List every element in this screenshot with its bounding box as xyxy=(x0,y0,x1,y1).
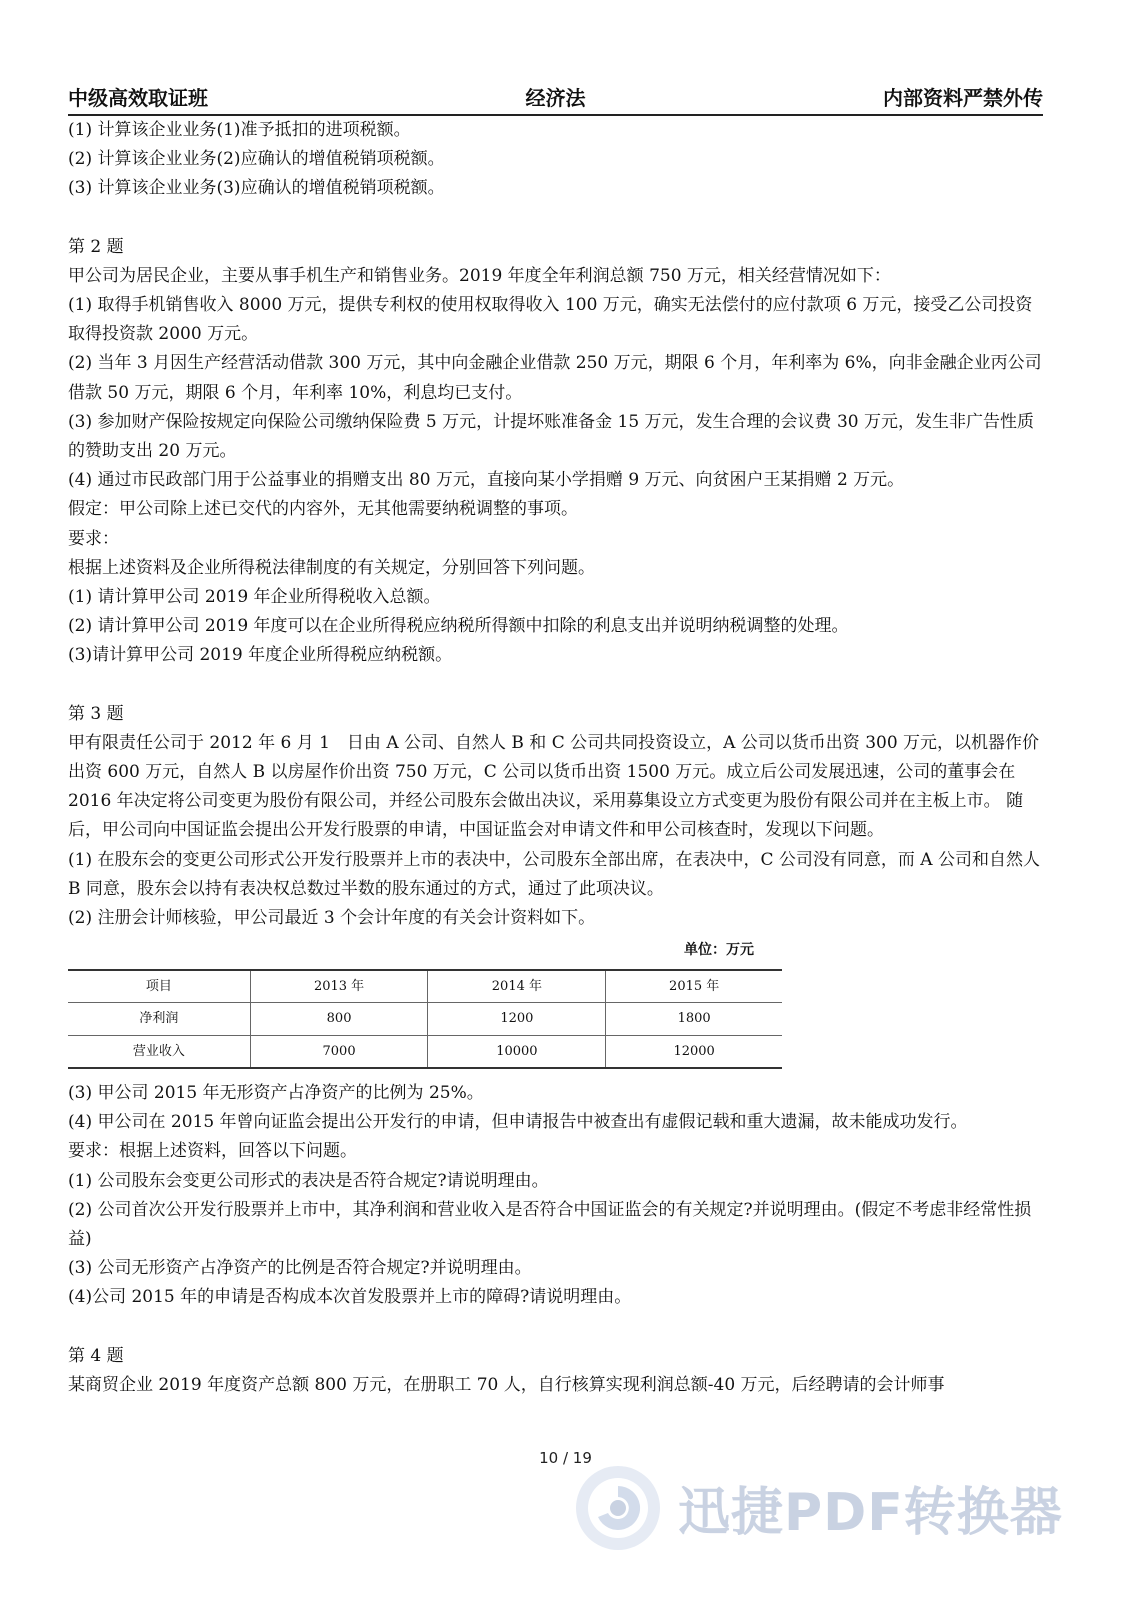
q1-requirement-2: (2) 计算该企业业务(2)应确认的增值税销项税额。 xyxy=(68,149,445,170)
table-row xyxy=(68,1003,782,1035)
q4-title: 第 4 题 xyxy=(68,1345,124,1366)
financial-table xyxy=(68,969,782,1069)
q2-title: 第 2 题 xyxy=(68,236,124,257)
q3-paragraph: (2) 公司首次公开发行股票并上市中，其净利润和营业收入是否符合中国证监会的有关规定?并说明理由。(假定不考虑非经常性损益) xyxy=(68,1199,1032,1249)
header-course: 中级高效取证班 xyxy=(68,86,208,110)
q3-paragraph: (4)公司 2015 年的申请是否构成本次首发股票并上市的障碍?请说明理由。 xyxy=(68,1287,632,1308)
table-header-cell: 2014 年 xyxy=(428,970,606,1003)
table-cell: 净利润 xyxy=(68,1003,250,1035)
q1-requirement-1: (1) 计算该企业业务(1)准予抵扣的进项税额。 xyxy=(68,120,411,140)
header-notice: 内部资料严禁外传 xyxy=(883,86,1043,110)
q2-paragraph: (4) 通过市民政部门用于公益事业的捐赠支出 80 万元，直接向某小学捐赠 9 万元、向贫困户王某捐赠 2 万元。 xyxy=(68,470,905,491)
q2-paragraph: 假定：甲公司除上述已交代的内容外，无其他需要纳税调整的事项。 xyxy=(68,499,578,520)
table-row xyxy=(68,1035,782,1068)
page-number: 10 / 19 xyxy=(539,1449,592,1467)
q3-title: 第 3 题 xyxy=(68,703,124,724)
q2-paragraph: (3)请计算甲公司 2019 年度企业所得税应纳税额。 xyxy=(68,645,453,666)
q2-paragraph: 要求： xyxy=(68,528,119,549)
table-cell: 12000 xyxy=(606,1035,782,1068)
q2-paragraph: (2) 请计算甲公司 2019 年度可以在企业所得税应纳税所得额中扣除的利息支出并说明纳税调整的处理。 xyxy=(68,616,849,637)
q2-paragraph: (1) 请计算甲公司 2019 年企业所得税收入总额。 xyxy=(68,587,441,608)
q3-paragraph: (4) 甲公司在 2015 年曾向证监会提出公开发行的申请，但申请报告中被查出有虚假记载和重大遗漏，故未能成功发行。 xyxy=(68,1112,968,1133)
table-cell: 1200 xyxy=(428,1003,606,1035)
table-header-row xyxy=(68,970,782,1003)
q3-paragraph: (2) 注册会计师核验，甲公司最近 3 个会计年度的有关会计资料如下。 xyxy=(68,908,596,929)
q2-paragraph: (3) 参加财产保险按规定向保险公司缴纳保险费 5 万元，计提坏账准备金 15 万元，发生合理的会议费 30 万元，发生非广告性质的赞助支出 20 万元。 xyxy=(68,411,1034,462)
table-header-cell: 2013 年 xyxy=(250,970,428,1003)
q3-paragraph: (3) 甲公司 2015 年无形资产占净资产的比例为 25%。 xyxy=(68,1082,484,1103)
q3-paragraph: (1) 在股东会的变更公司形式公开发行股票并上市的表决中，公司股东全部出席，在表决中，C 公司没有同意，而 A 公司和自然人 B 同意，股东会以持有表决权总数过半数的股东通过的方式，通过了此项决议。 xyxy=(68,849,1040,899)
q3-paragraph: (1) 公司股东会变更公司形式的表决是否符合规定?请说明理由。 xyxy=(68,1170,549,1191)
xunjie-logo-icon xyxy=(572,1462,664,1554)
q2-paragraph: (1) 取得手机销售收入 8000 万元，提供专利权的使用权取得收入 100 万元，确实无法偿付的应付款项 6 万元，接受乙公司投资取得投资款 2000 万元。 xyxy=(68,295,1033,345)
watermark-text: 迅捷PDF转换器 xyxy=(678,1483,1063,1543)
header-title: 经济法 xyxy=(525,86,586,110)
table-cell: 1800 xyxy=(606,1003,782,1035)
document-body xyxy=(68,116,1043,1400)
q1-requirement-3: (3) 计算该企业业务(3)应确认的增值税销项税额。 xyxy=(68,178,445,199)
table-header-cell: 2015 年 xyxy=(606,970,782,1003)
table-header-cell: 项目 xyxy=(145,979,172,995)
table-cell: 7000 xyxy=(250,1035,428,1068)
q2-paragraph: 甲公司为居民企业，主要从事手机生产和销售业务。2019 年度全年利润总额 750 万元，相关经营情况如下： xyxy=(68,265,891,286)
q4-paragraph: 某商贸企业 2019 年度资产总额 800 万元，在册职工 70 人，自行核算实现利润总额-40 万元，后经聘请的会计师事 xyxy=(68,1374,945,1395)
page-header xyxy=(68,80,1043,116)
table-cell: 10000 xyxy=(428,1035,606,1068)
q3-paragraph: (3) 公司无形资产占净资产的比例是否符合规定?并说明理由。 xyxy=(68,1258,532,1279)
q2-paragraph: 根据上述资料及企业所得税法律制度的有关规定，分别回答下列问题。 xyxy=(68,557,595,578)
q3-paragraph: 甲有限责任公司于 2012 年 6 月 1 日由 A 公司、自然人 B 和 C 公司共同投资设立，A 公司以货币出资 300 万元，以机器作价出资 600 万元，自然人 B 以房屋作价出资 750 万元，C 公司以货币出资 1500 万元。成立后公司发展迅速，公司的董事会在 2016 年决定将公司变更为股份有限公司，并经公司股东会做出决议，采用募集设立方式变更为股份有限公司并在主板上市。 随后，甲公司向中国证监会提出公开发行股票的申请，中国证监会对申请文件和甲公司核查时，发现以下问题。 xyxy=(68,732,1040,841)
table-cell: 800 xyxy=(250,1003,428,1035)
table-cell: 营业收入 xyxy=(68,1035,250,1068)
q3-paragraph: 要求：根据上述资料，回答以下问题。 xyxy=(68,1141,357,1162)
table-unit-label: 单位：万元 xyxy=(684,942,754,959)
q2-paragraph: (2) 当年 3 月因生产经营活动借款 300 万元，其中向金融企业借款 250 万元，期限 6 个月，年利率为 6%，向非金融企业丙公司借款 50 万元，期限 6 个月，年利率 10%，利息均已支付。 xyxy=(68,353,1042,403)
